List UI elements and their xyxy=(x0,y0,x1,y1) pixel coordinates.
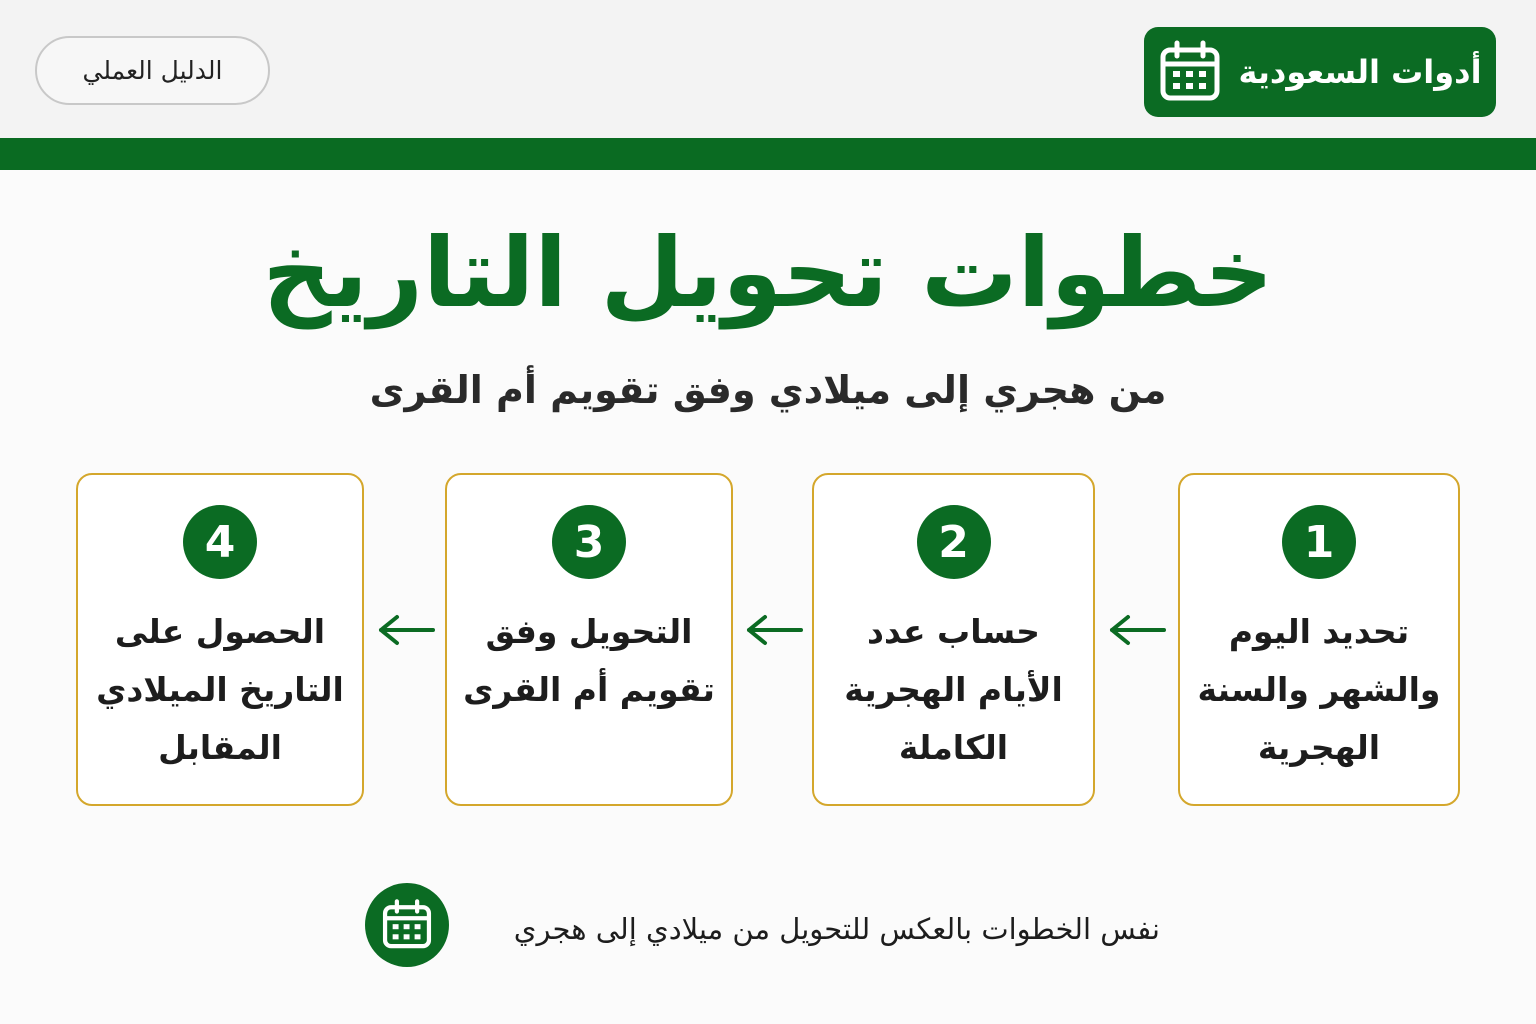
step-card-4 xyxy=(76,473,364,806)
step-card-2 xyxy=(812,473,1095,806)
step-number-badge: 2 xyxy=(917,505,991,579)
calendar-icon xyxy=(380,898,434,952)
practical-guide-button[interactable]: الدليل العملي xyxy=(35,36,270,105)
step-text: حساب عدد الأيام الهجرية الكاملة xyxy=(844,612,1063,767)
brand-badge[interactable] xyxy=(1144,27,1496,117)
arrow-left-icon xyxy=(377,612,437,648)
brand-label: أدوات السعودية xyxy=(1238,53,1482,91)
calendar-icon xyxy=(1158,40,1222,104)
footer-note: نفس الخطوات بالعكس للتحويل من ميلادي إلى هجري xyxy=(513,912,1160,946)
page-subtitle: من هجري إلى ميلادي وفق تقويم أم القرى xyxy=(369,368,1167,412)
step-number-badge: 4 xyxy=(183,505,257,579)
header-divider-bar xyxy=(0,138,1536,170)
footer-calendar-badge xyxy=(365,883,449,967)
step-card-1 xyxy=(1178,473,1460,806)
step-text: التحويل وفق تقويم أم القرى xyxy=(463,612,715,709)
arrow-left-icon xyxy=(1108,612,1168,648)
step-number-badge: 1 xyxy=(1282,505,1356,579)
arrow-left-icon xyxy=(745,612,805,648)
step-card-3 xyxy=(445,473,733,806)
page-title: خطوات تحويل التاريخ xyxy=(262,217,1274,329)
step-text: الحصول على التاريخ الميلادي المقابل xyxy=(96,612,344,767)
step-number-badge: 3 xyxy=(552,505,626,579)
step-text: تحديد اليوم والشهر والسنة الهجرية xyxy=(1197,612,1441,767)
